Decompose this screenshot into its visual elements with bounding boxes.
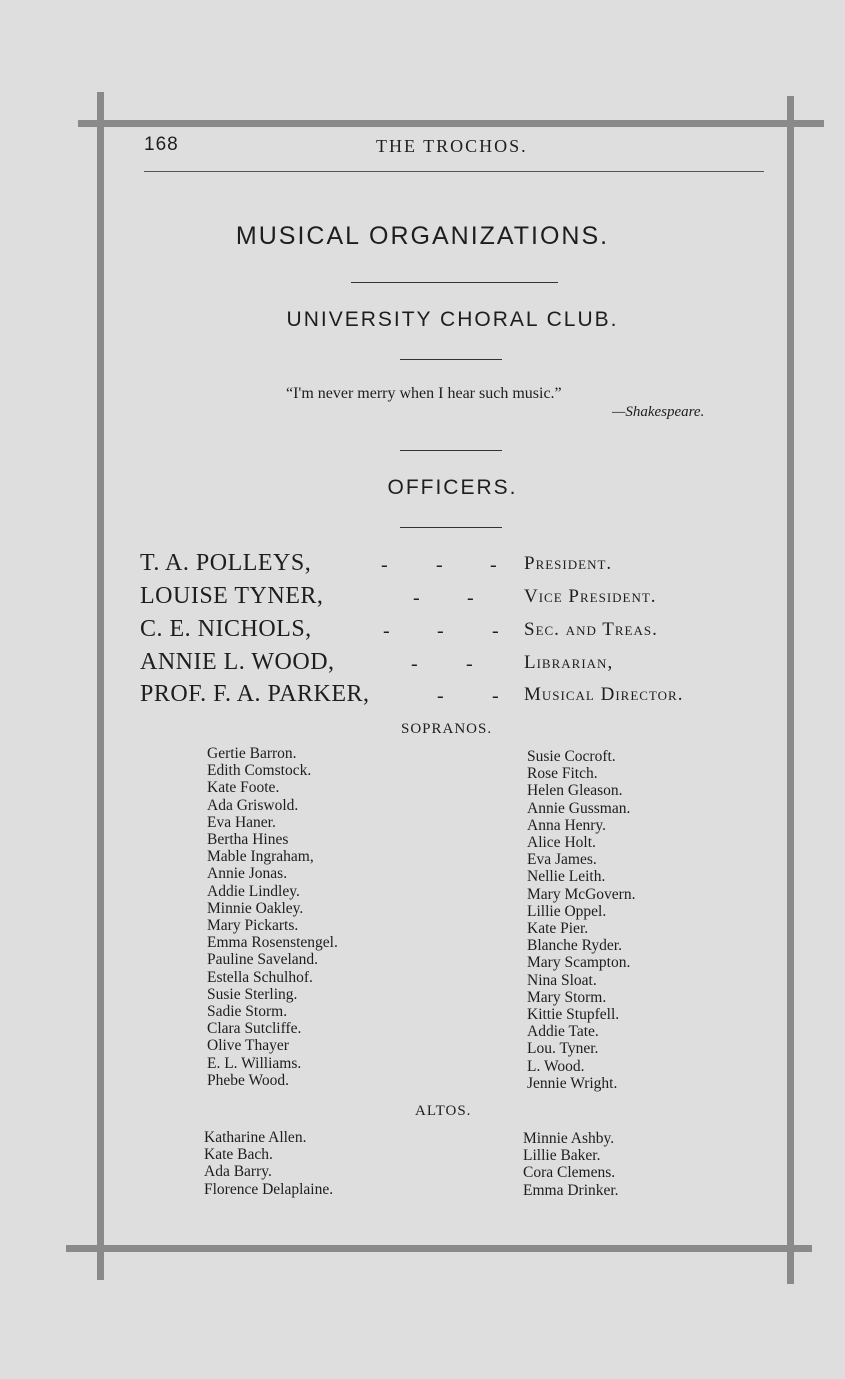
officer-dash: -	[437, 620, 444, 642]
officer-role: Vice President.	[524, 586, 657, 607]
list-item: Katharine Allen.	[204, 1129, 307, 1146]
list-item: E. L. Williams.	[207, 1054, 302, 1072]
page-heading: MUSICAL ORGANIZATIONS.	[235, 222, 610, 250]
officer-dash: -	[437, 685, 444, 707]
list-item: Kate Bach.	[204, 1146, 273, 1164]
border-bottom-rule	[66, 1245, 812, 1252]
officer-role: Sec. and Treas.	[524, 619, 658, 640]
officers-divider	[400, 527, 502, 528]
officer-dash: -	[466, 653, 473, 675]
list-item: Jennie Wright.	[527, 1074, 618, 1092]
list-item: Kate Pier.	[527, 920, 589, 938]
list-item: Susie Sterling.	[207, 985, 298, 1003]
altos-heading: ALTOS.	[415, 1103, 472, 1119]
list-item: Annie Gussman.	[527, 799, 631, 817]
officer-dash: -	[467, 587, 474, 609]
list-item: Kittie Stupfell.	[527, 1006, 620, 1024]
running-title: THE TROCHOS.	[376, 136, 528, 156]
officer-role: Musical Director.	[524, 684, 684, 705]
list-item: Lillie Baker.	[523, 1147, 601, 1165]
list-item: Ada Barry.	[204, 1163, 272, 1181]
list-item: Clara Sutcliffe.	[207, 1020, 302, 1038]
sopranos-left-column	[207, 745, 338, 1089]
list-item: L. Wood.	[527, 1057, 585, 1075]
list-item: Bertha Hines	[207, 831, 289, 849]
officer-dash: -	[383, 620, 390, 642]
list-item: Eva James.	[527, 851, 597, 869]
officer-dash: -	[411, 653, 418, 675]
club-divider	[400, 359, 502, 360]
header-divider	[144, 171, 764, 172]
list-item: Estella Schulhof.	[207, 968, 313, 986]
officer-dash: -	[492, 685, 499, 707]
officer-role: President.	[524, 553, 613, 574]
list-item: Kate Foote.	[207, 779, 280, 797]
list-item: Nina Sloat.	[527, 971, 597, 989]
list-item: Mary Pickarts.	[207, 917, 299, 935]
list-item: Lou. Tyner.	[527, 1040, 599, 1058]
list-item: Mable Ingraham,	[207, 848, 314, 866]
list-item: Emma Drinker.	[523, 1181, 619, 1199]
list-item: Emma Rosenstengel.	[207, 934, 338, 952]
list-item: Mary McGovern.	[527, 885, 636, 903]
epigraph-divider	[400, 450, 502, 451]
list-item: Ada Griswold.	[207, 796, 299, 814]
officers-heading: OFFICERS.	[387, 476, 518, 499]
altos-left-column	[204, 1129, 333, 1198]
list-item: Phebe Wood.	[207, 1071, 289, 1089]
border-right-rule	[787, 96, 794, 1284]
list-item: Minnie Oakley.	[207, 899, 304, 917]
officer-name: LOUISE TYNER,	[140, 583, 324, 609]
officer-dash: -	[413, 587, 420, 609]
border-top-rule	[78, 120, 824, 127]
altos-right-column	[523, 1130, 619, 1199]
list-item: Cora Clemens.	[523, 1164, 616, 1182]
list-item: Rose Fitch.	[527, 765, 598, 783]
club-name: UNIVERSITY CHORAL CLUB.	[286, 308, 619, 331]
list-item: Minnie Ashby.	[523, 1130, 615, 1147]
list-item: Edith Comstock.	[207, 762, 312, 780]
officer-dash: -	[436, 554, 443, 576]
epigraph-attribution: —Shakespeare.	[612, 404, 705, 420]
list-item: Annie Jonas.	[207, 865, 288, 883]
list-item: Florence Delaplaine.	[204, 1180, 334, 1198]
border-left-rule	[97, 92, 104, 1280]
page-number: 168	[144, 134, 179, 155]
list-item: Mary Scampton.	[527, 954, 631, 972]
epigraph-quote: “I'm never merry when I hear such music.”	[286, 385, 562, 402]
heading-divider	[351, 282, 558, 283]
list-item: Addie Tate.	[527, 1023, 599, 1041]
officer-name: ANNIE L. WOOD,	[140, 649, 335, 675]
officer-name: PROF. F. A. PARKER,	[140, 681, 370, 707]
list-item: Lillie Oppel.	[527, 902, 607, 920]
list-item: Olive Thayer	[207, 1037, 289, 1055]
list-item: Nellie Leith.	[527, 868, 606, 886]
officer-dash: -	[490, 554, 497, 576]
list-item: Sadie Storm.	[207, 1003, 288, 1021]
list-item: Susie Cocroft.	[527, 748, 616, 765]
sopranos-heading: SOPRANOS.	[401, 721, 493, 737]
list-item: Anna Henry.	[527, 816, 607, 834]
officer-dash: -	[381, 554, 388, 576]
officer-name: C. E. NICHOLS,	[140, 616, 312, 642]
list-item: Addie Lindley.	[207, 882, 300, 900]
list-item: Eva Haner.	[207, 813, 276, 831]
list-item: Pauline Saveland.	[207, 951, 319, 969]
list-item: Blanche Ryder.	[527, 937, 622, 955]
officer-dash: -	[492, 620, 499, 642]
list-item: Alice Holt.	[527, 834, 596, 852]
list-item: Mary Storm.	[527, 988, 607, 1006]
list-item: Gertie Barron.	[207, 745, 297, 762]
officer-name: T. A. POLLEYS,	[140, 550, 312, 576]
sopranos-right-column	[527, 748, 635, 1092]
list-item: Helen Gleason.	[527, 782, 623, 800]
officer-role: Librarian,	[524, 652, 614, 673]
